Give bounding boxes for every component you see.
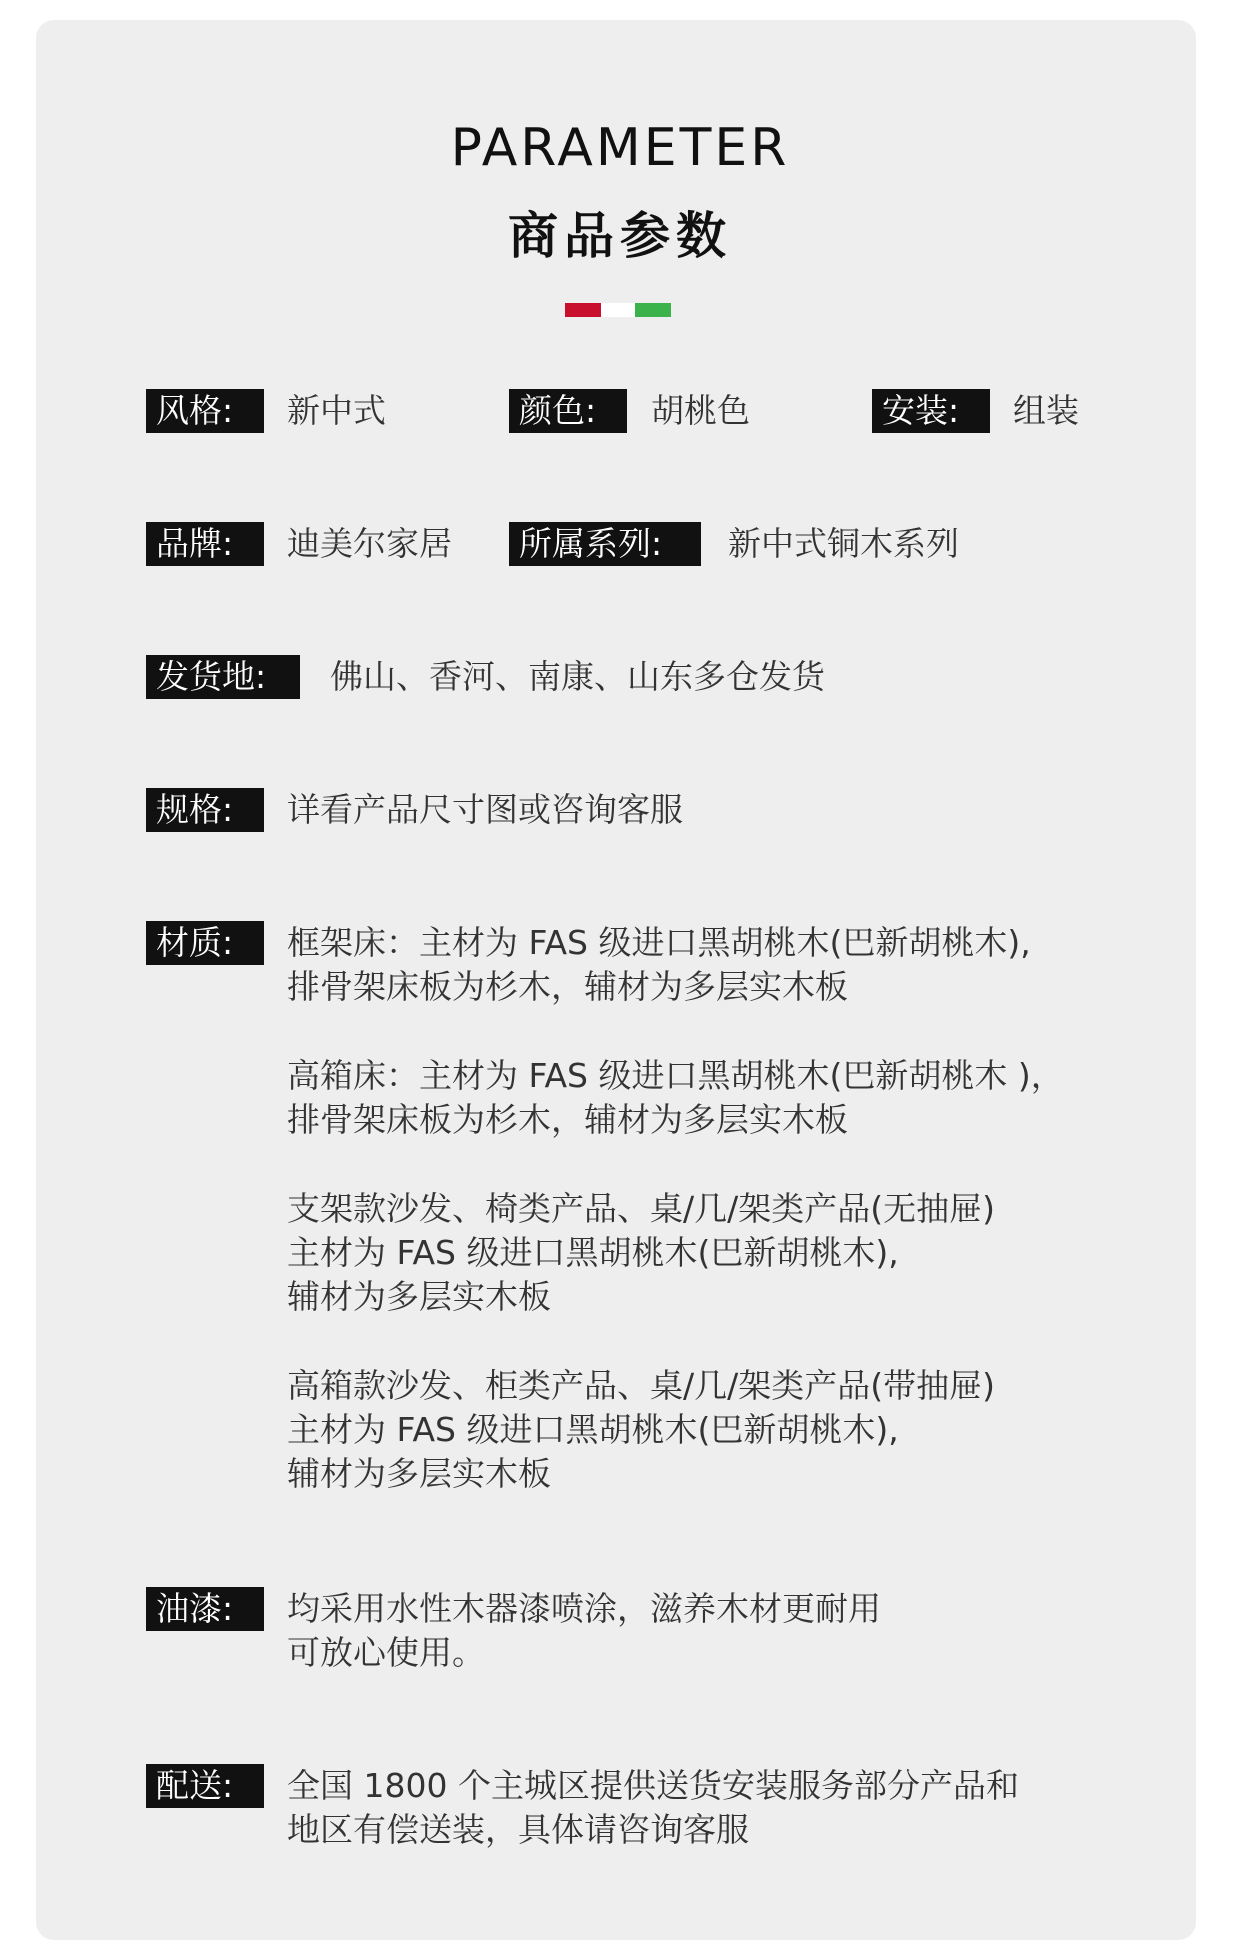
style-label: 风格: — [146, 389, 264, 433]
origin-label: 发货地: — [146, 655, 300, 699]
brand-value: 迪美尔家居 — [287, 524, 452, 563]
accent-bar-white — [601, 303, 635, 317]
style-value: 新中式 — [287, 391, 386, 430]
install-label: 安装: — [872, 389, 990, 433]
title-chinese: 商品参数 — [508, 207, 732, 265]
material-line: 主材为 FAS 级进口黑胡桃木(巴新胡桃木), — [287, 1233, 899, 1272]
material-line: 支架款沙发、椅类产品、桌/几/架类产品(无抽屉) — [287, 1189, 995, 1228]
material-line: 高箱款沙发、柜类产品、桌/几/架类产品(带抽屉) — [287, 1366, 995, 1405]
material-line: 辅材为多层实木板 — [287, 1454, 551, 1493]
delivery-line: 全国 1800 个主城区提供送货安装服务部分产品和 — [287, 1766, 1019, 1805]
color-label: 颜色: — [509, 389, 627, 433]
series-label: 所属系列: — [509, 522, 701, 566]
origin-value: 佛山、香河、南康、山东多仓发货 — [330, 657, 825, 696]
brand-label: 品牌: — [146, 522, 264, 566]
material-paragraph-1 — [287, 921, 1031, 1009]
paint-line: 均采用水性木器漆喷涂，滋养木材更耐用 — [287, 1589, 881, 1628]
title-english: PARAMETER — [450, 118, 790, 178]
series-value: 新中式铜木系列 — [728, 524, 959, 563]
delivery-label: 配送: — [146, 1764, 264, 1808]
paint-label: 油漆: — [146, 1587, 264, 1631]
material-line: 排骨架床板为杉木，辅材为多层实木板 — [287, 1100, 848, 1139]
paint-line: 可放心使用。 — [287, 1633, 485, 1672]
spec-label: 规格: — [146, 788, 264, 832]
material-paragraph-2 — [287, 1054, 1064, 1142]
material-line: 辅材为多层实木板 — [287, 1277, 551, 1316]
material-label: 材质: — [146, 921, 264, 965]
material-paragraph-4 — [287, 1364, 995, 1496]
material-line: 主材为 FAS 级进口黑胡桃木(巴新胡桃木), — [287, 1410, 899, 1449]
spec-value: 详看产品尺寸图或咨询客服 — [287, 790, 683, 829]
delivery-value — [287, 1764, 1019, 1852]
material-line: 框架床：主材为 FAS 级进口黑胡桃木(巴新胡桃木), — [287, 923, 1031, 962]
material-line: 排骨架床板为杉木，辅材为多层实木板 — [287, 967, 848, 1006]
install-value: 组装 — [1013, 391, 1079, 430]
color-value: 胡桃色 — [651, 391, 750, 430]
material-line: 高箱床：主材为 FAS 级进口黑胡桃木(巴新胡桃木 )， — [287, 1056, 1064, 1095]
accent-bar-red — [565, 303, 601, 317]
material-paragraph-3 — [287, 1187, 995, 1319]
delivery-line: 地区有偿送装，具体请咨询客服 — [287, 1810, 749, 1849]
paint-value — [287, 1587, 881, 1675]
accent-bar-green — [635, 303, 671, 317]
